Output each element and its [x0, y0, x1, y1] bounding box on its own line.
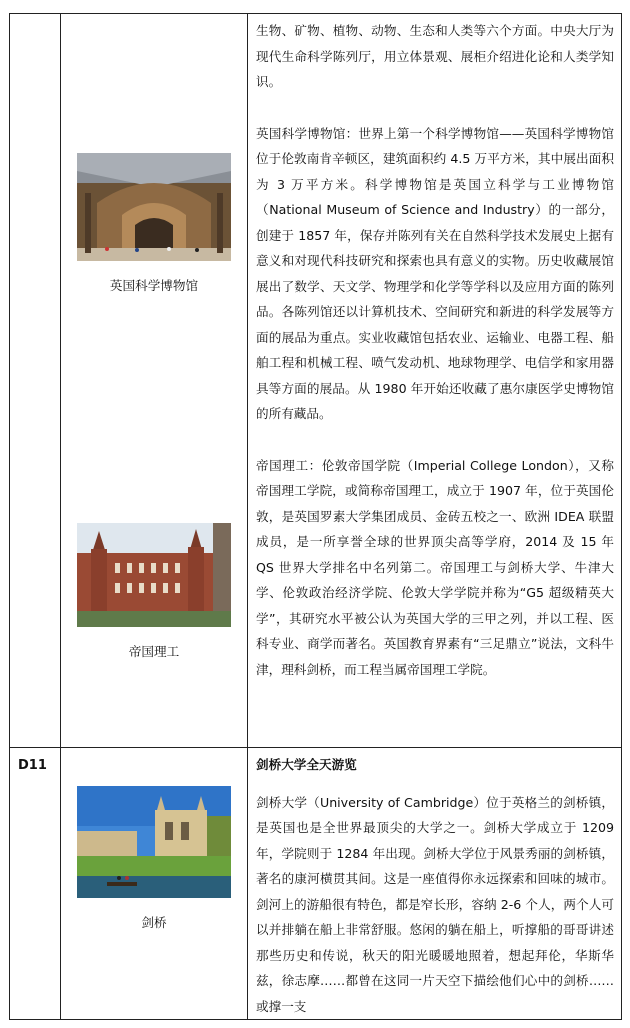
imperial-college-photo — [77, 523, 231, 627]
day-cell — [10, 14, 61, 748]
description-cell — [248, 748, 622, 1020]
day-cell: D11 — [10, 748, 61, 1020]
itinerary-table — [9, 13, 622, 1020]
paragraph: 帝国理工：伦敦帝国学院（Imperial College London），又称帝国理工学院，或简称帝国理工，成立于 1907 年，位于英国伦敦，是英国罗素大学集团成员、金砖五校之一、欧洲 IDEA 联盟成员，是一所享誉全球的世界顶尖高等学府，2014 及 15 年 QS 世界大学排名中名列第二。帝国理工与剑桥大学、牛津大学、伦敦政治经济学院、伦敦大学学院并称为“G5 超级精英大学”，其研究水平被公认为英国大学的三甲之列，并以工程、医科专业、商学而著名。英国教育界素有“三足鼎立”说法，文科牛津，理科剑桥，而工程当属帝国理工学院。 — [256, 457, 614, 677]
photo-caption: 帝国理工 — [128, 644, 180, 659]
photo-cell — [61, 748, 248, 1020]
photo-cell — [61, 14, 248, 748]
photo-block-imperial-college — [61, 523, 247, 660]
science-museum-photo — [77, 153, 231, 261]
description-cell — [248, 14, 622, 748]
cambridge-photo — [77, 786, 231, 898]
itinerary-row-1 — [10, 14, 622, 748]
paragraph: 剑桥大学（University of Cambridge）位于英格兰的剑桥镇，是英国也是全世界最顶尖的大学之一。剑桥大学成立于 1209 年，学院则于 1284 年出现。剑桥大学位于风景秀丽的剑桥镇，著名的康河横贯其间。这是一座值得你永远探索和回味的城市。剑河上的游船很有特色，都是窄长形，容纳 2-6 个人，两个人可以并排躺在船上非常舒服。悠闲的躺在船上，听撑船的哥哥讲述那些历史和传说，秋天的阳光暖暖地照着，想起拜伦，华斯华兹，徐志摩……都曾在这同一片天空下描绘他们心中的剑桥……或撑一支 — [256, 794, 614, 1014]
paragraph: 英国科学博物馆：世界上第一个科学博物馆——英国科学博物馆位于伦敦南肯辛顿区，建筑面积约 4.5 万平方米，其中展出面积为 3 万平方米。科学博物馆是英国立科学与工业博物馆（National Museum of Science and Industry）的一部分，创建于 1857 年，保存并陈列有关在自然科学技术发展史上据有意义和对现代科技研究和探索也具有意义的实物。历史收藏展馆展出了数学、天文学、物理学和化学等学科以及应用方面的陈列品。各陈列馆还以计算机技术、空间研究和新进的科学发展等方面的展品为重点。实业收藏馆包括农业、运输业、电器工程、船舶工程和机械工程、喷气发动机、地球物理学、电信学和家用器具等方面的展品。从 1980 年开始还收藏了惠尔康医学史博物馆的所有藏品。 — [256, 125, 614, 421]
photo-caption: 英国科学博物馆 — [109, 278, 199, 293]
photo-caption: 剑桥 — [141, 915, 167, 930]
itinerary-row-d11 — [10, 748, 622, 1020]
photo-block-cambridge — [61, 786, 247, 931]
day-heading: 剑桥大学全天游览 — [256, 757, 357, 772]
photo-block-science-museum — [61, 153, 247, 294]
paragraph: 生物、矿物、植物、动物、生态和人类等六个方面。中央大厅为现代生命科学陈列厅，用立体景观、展柜介绍进化论和人类学知识。 — [256, 23, 614, 89]
